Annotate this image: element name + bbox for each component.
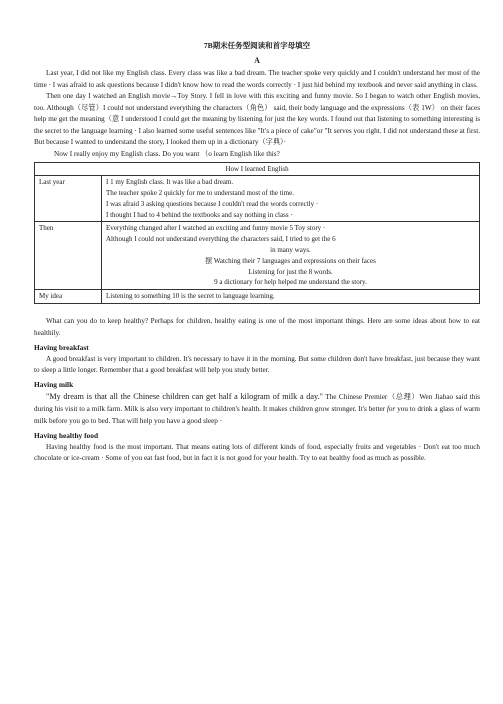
row-content-then bbox=[102, 222, 480, 290]
passage-a-paragraph-2: Then one day I watched an English movie→Toy Story. I fell in love with this exciting and funny movie. So I began to watch other English movies, too. Although（尽管）I could not understand everything the characters（角色） said, their body language and the expressions（表 1W） on their faces help me get the meaning（意 I understood I could get the meaning by listening for just the key words. I found out that listening to something interesting is the secret to the language learning · I also learned some useful sentences like "It's a piece of cake"or "It serves you right. I did not understand these at first. But because I wanted to understand the story, I looked them up in a dictionary（字典）· bbox=[34, 92, 480, 146]
paragraph-breakfast: A good breakfast is very important to children. It's necessary to have it in the morning. But some children don't have breakfast, just because they want to sleep a little longer. Remember that a good breakfast will help you study better. bbox=[34, 354, 480, 375]
blank-line-2: The teacher spoke 2 quickly for me to understand most of the time. bbox=[106, 189, 294, 198]
blank-line-9: 9 a dictionary for help helped me understand the story. bbox=[214, 278, 367, 287]
table-row bbox=[35, 176, 480, 222]
heading-milk: Having milk bbox=[34, 380, 74, 390]
row-content-last-year bbox=[102, 176, 480, 222]
blank-line-5: Everything changed after I watched an exciting and funny movie 5 Toy story · bbox=[106, 224, 326, 233]
heading-healthy-food: Having healthy food bbox=[34, 430, 99, 440]
table-row bbox=[35, 290, 480, 304]
blank-line-6: Although I could not understand everything the characters said, I tried to get the 6 bbox=[106, 235, 336, 244]
blank-line-10: Listening to something 10 is the secret to language learning. bbox=[106, 292, 275, 301]
blank-line-8: Listening for just the 8 words. bbox=[248, 267, 333, 276]
passage-a-question: Now I really enjoy my English class. Do you want （o learn English like this? bbox=[54, 149, 280, 158]
table-header: How I learned English bbox=[35, 162, 480, 176]
row-label-my-idea: My idea bbox=[35, 290, 102, 304]
section-heading-a: A bbox=[254, 56, 260, 65]
milk-text: The Chinese Premier（总理）Wen Jiabao said this during his visit to a milk farm. Milk is also very important to children's health. It makes children grow stronger. It's better bbox=[34, 393, 480, 414]
paragraph-healthy-food: Having healthy food is the most important. That means eating lots of different kinds of food, especially fruits and vegetables · Don't eat too much chocolate or ice-cream · Some of you eat fast food, but in fact it is not good for your health. Try to eat healthy food as much as possible. bbox=[34, 442, 480, 463]
blank-line-3: I was afraid 3 asking questions because I couldn't read the words correctly · bbox=[106, 199, 319, 208]
milk-text-for: for bbox=[386, 405, 396, 414]
document-title: 7B期末任务型阅读和首字母填空 bbox=[203, 41, 311, 50]
heading-breakfast: Having breakfast bbox=[34, 342, 89, 352]
premier-quote: "My dream is that all the Chinese children can get half a kilogram of milk a day." bbox=[46, 392, 323, 402]
table-header-row bbox=[35, 162, 480, 176]
blank-line-1: I 1 my English class. It was like a bad dream. bbox=[106, 178, 234, 187]
passage-a-paragraph-1: Last year, I did not like my English class. Every class was like a bad dream. The teacher spoke very quickly and I couldn't understand her most of the time · I was afraid to ask questions because I didn't know how to read the words correctly · I just hid behind my textbook and never said anything in class. bbox=[34, 69, 480, 89]
table-row bbox=[35, 222, 480, 290]
blank-line-7: 摆 Watching their 7 languages and expressions on their faces bbox=[205, 256, 376, 265]
passage-b bbox=[34, 316, 480, 465]
milk-text-end: you to drink a glass of warm milk before you go to bed. That will help you have a good sleep · bbox=[34, 405, 480, 425]
paragraph-milk bbox=[34, 391, 480, 427]
document-page bbox=[34, 40, 480, 465]
summary-table bbox=[34, 162, 480, 305]
row-label-then: Then bbox=[35, 222, 102, 290]
blank-line-4: I thought I had to 4 behind the textbooks and say nothing in class · bbox=[106, 210, 293, 219]
passage-b-intro: What can you do to keep healthy? Perhaps for children, healthy eating is one of the most important things. Here are some ideas about how to eat healthily. bbox=[34, 317, 480, 337]
row-label-last-year: Last year bbox=[35, 176, 102, 222]
blank-line-6-cont: in many ways. bbox=[270, 246, 311, 255]
row-content-my-idea bbox=[102, 290, 480, 304]
